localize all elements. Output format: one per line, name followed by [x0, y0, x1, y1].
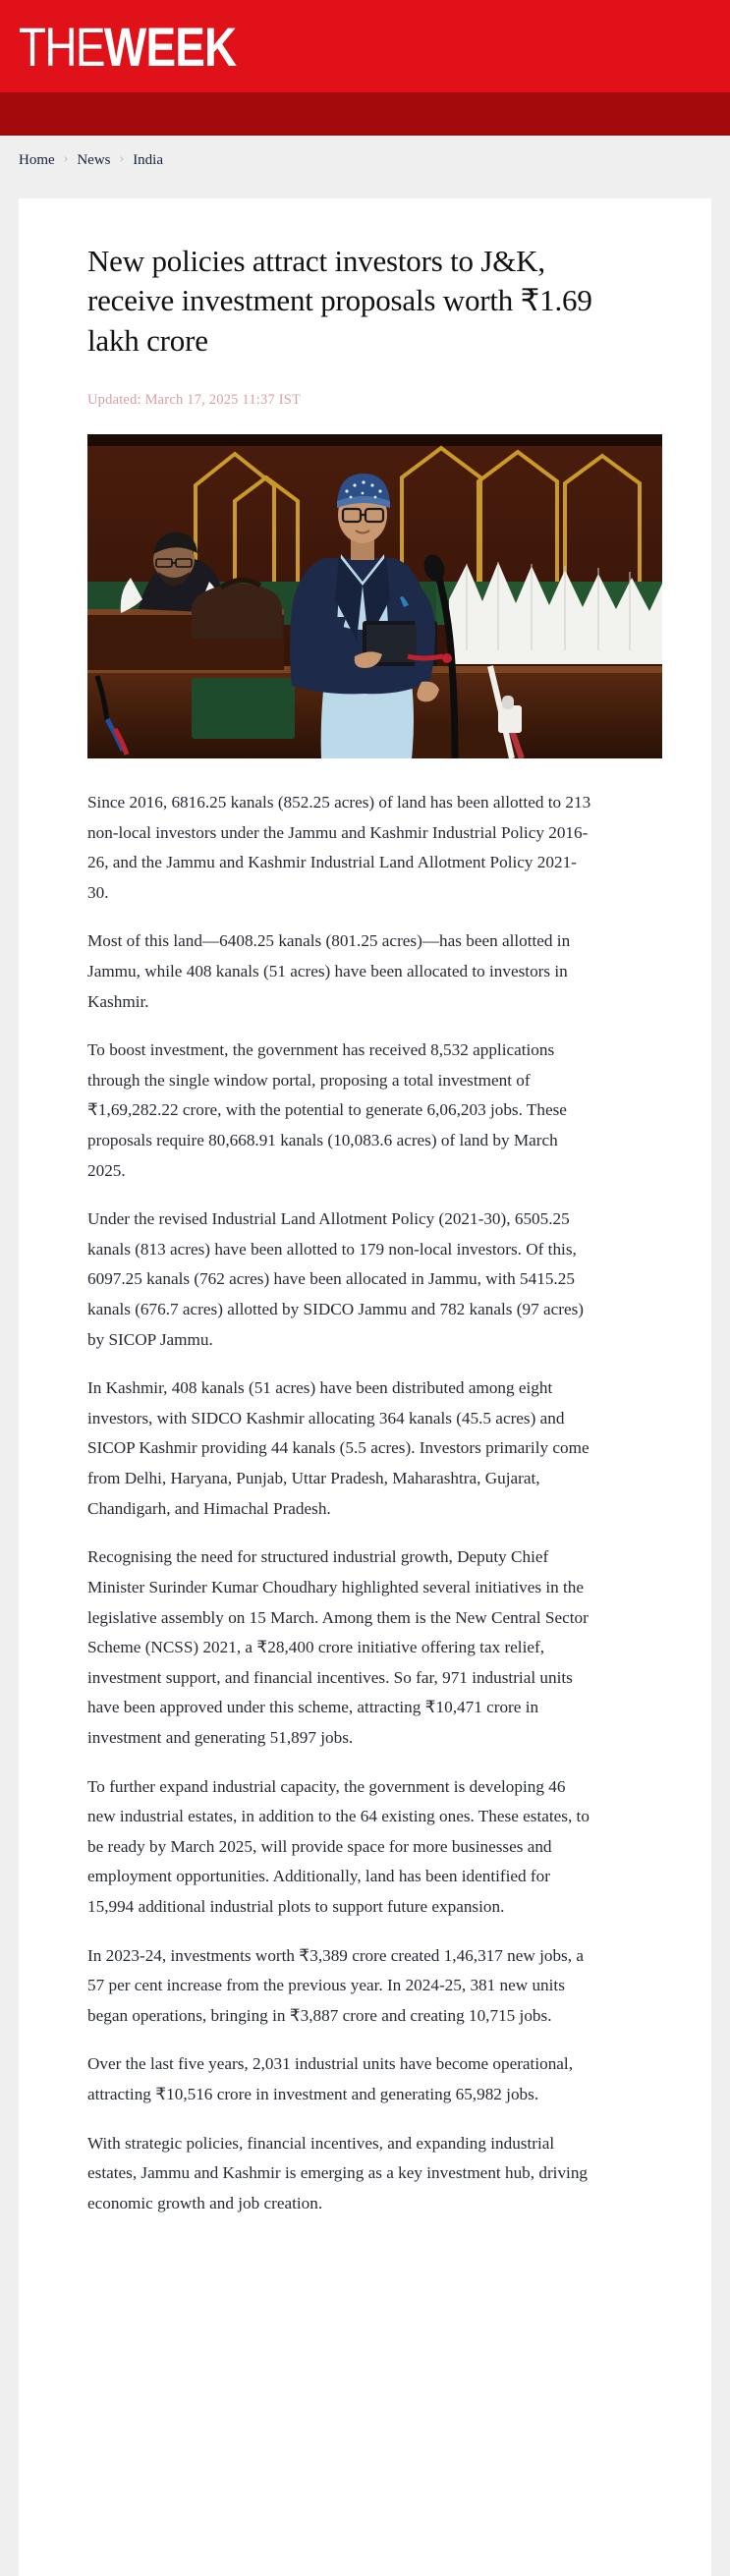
article-inner	[19, 242, 638, 2218]
breadcrumb-bar	[0, 136, 730, 185]
logo-text-week: WEEK	[103, 16, 237, 78]
article-hero-image	[87, 434, 662, 758]
article-paragraph: With strategic policies, financial incentives, and expanding industrial estates, Jammu and Kashmir is emerging as a key investment hub, driving economic growth and job creation.	[87, 2133, 589, 2212]
hero-image-illustration	[87, 434, 662, 758]
chevron-right-icon: ›	[63, 151, 69, 166]
article-card	[19, 198, 711, 2576]
article-body	[87, 788, 592, 2219]
primary-nav-band[interactable]	[0, 92, 730, 136]
article-updated-timestamp: Updated: March 17, 2025 11:37 IST	[87, 391, 302, 408]
site-masthead	[0, 0, 730, 92]
article-paragraph: Recognising the need for structured industrial growth, Deputy Chief Minister Surinder Kumar Choudhary highlighted several initiatives in the legislative assembly on 15 March. Among them is the New Central Sector Scheme (NCSS) 2021, a ₹28,400 crore initiative offering tax relief, investment support, and financial incentives. So far, 971 industrial units have been approved under this scheme, attracting ₹10,471 crore in investment and generating 51,897 jobs.	[87, 1547, 589, 1747]
page-title: New policies attract investors to J&K, receive investment proposals worth ₹1.69 lakh crore	[87, 244, 592, 358]
article-paragraph: In 2023-24, investments worth ₹3,389 crore created 1,46,317 new jobs, a 57 per cent increase from the previous year. In 2024-25, 381 new units began operations, bringing in ₹3,887 crore and creating 10,715 jobs.	[87, 1945, 584, 2025]
the-week-wordmark	[19, 16, 237, 78]
chevron-right-icon: ›	[119, 151, 125, 166]
article-paragraph: Over the last five years, 2,031 industrial units have become operational, attracting ₹10,516 crore in investment and generating 65,982 jobs.	[87, 2054, 573, 2104]
article-paragraph: Under the revised Industrial Land Allotment Policy (2021-30), 6505.25 kanals (813 acres) have been allotted to 179 non-local investors. Of this, 6097.25 kanals (762 acres) have been allocated in Jammu, with 5415.25 kanals (676.7 acres) allotted by SIDCO Jammu and 782 kanals (97 acres) by SICOP Jammu.	[87, 1209, 584, 1349]
breadcrumb-item-home[interactable]: Home	[19, 151, 55, 168]
article-paragraph: Since 2016, 6816.25 kanals (852.25 acres) of land has been allotted to 213 non-local investors under the Jammu and Kashmir Industrial Policy 2016-26, and the Jammu and Kashmir Industrial Land Allotment Policy 2021-30.	[87, 792, 591, 902]
article-paragraph: To boost investment, the government has received 8,532 applications through the single window portal, proposing a total investment of ₹1,69,282.22 crore, with the potential to generate 6,06,203 jobs. These proposals require 80,668.91 kanals (10,083.6 acres) of land by March 2025.	[87, 1040, 567, 1180]
article-paragraph: In Kashmir, 408 kanals (51 acres) have been distributed among eight investors, with SIDCO Kashmir allocating 364 kanals (45.5 acres) and SICOP Kashmir providing 44 kanals (5.5 acres). Investors primarily come from Delhi, Haryana, Punjab, Uttar Pradesh, Maharashtra, Gujarat, Chandigarh, and Himachal Pradesh.	[87, 1378, 590, 1518]
article-paragraph: Most of this land—6408.25 kanals (801.25 acres)—has been allotted in Jammu, while 408 kanals (51 acres) have been allocated to investors in Kashmir.	[87, 931, 571, 1011]
breadcrumb-item-news[interactable]: News	[77, 151, 111, 168]
article-paragraph: To further expand industrial capacity, the government is developing 46 new industrial estates, in addition to the 64 existing ones. These estates, to be ready by March 2025, will provide space for more businesses and employment opportunities. Additionally, land has been identified for 15,994 additional industrial plots to support future expansion.	[87, 1776, 590, 1916]
breadcrumb	[19, 152, 163, 169]
logo-text-the: THE	[19, 16, 104, 78]
the-week-logo[interactable]	[19, 14, 284, 81]
breadcrumb-item-india[interactable]: India	[133, 151, 164, 168]
